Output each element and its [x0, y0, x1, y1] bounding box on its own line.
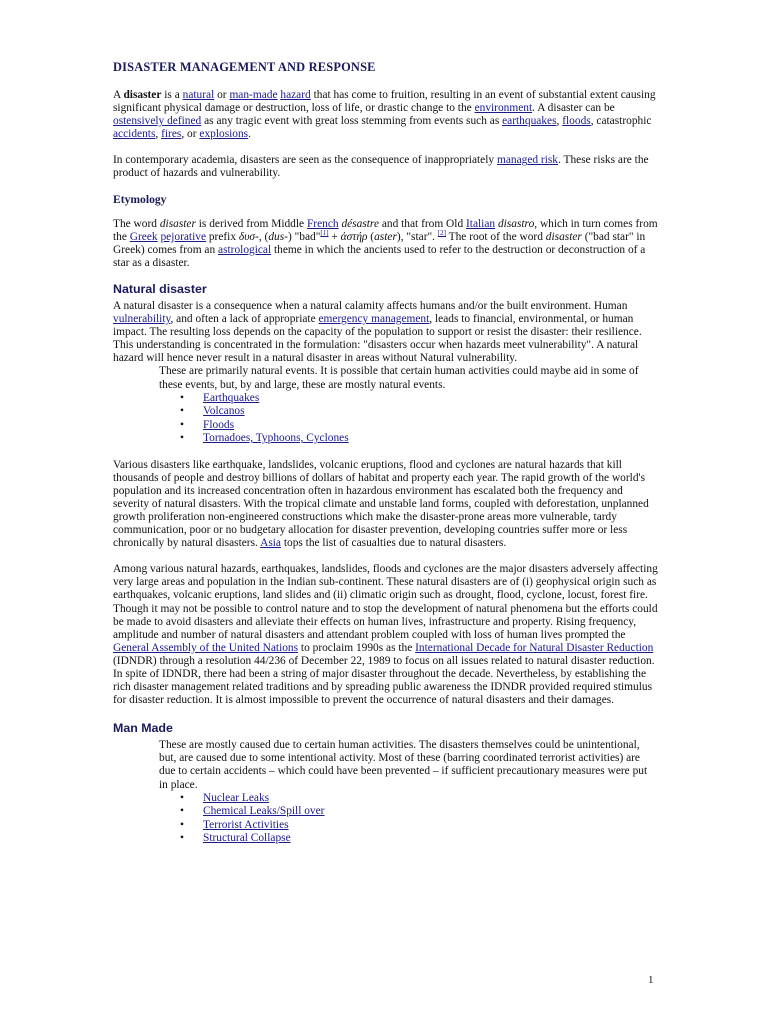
text: Among various natural hazards, earthquakes, landslides, floods and cyclones are the major disasters adversely affecting very large areas and population in the Indian sub-continent. These natural disasters are of (i) geophysical origin such as earthquakes, volcanic eruptions, land slides and (ii) climatic origin such as drought, flood, cyclone, locust, forest fire. Though it may not be possible to control nature and to stop the development of natural phenomena but the efforts could be made to avoid disasters and alleviate their effects on human lives, infrastructure and property. Rising frequency, amplitude and number of natural disasters and attendant problem coupled with loss of human lives prompted the	[113, 563, 658, 641]
text: A natural disaster is a consequence when a natural calamity affects humans and/or the built environment. Human	[113, 299, 628, 312]
link-ostensively-defined[interactable]: ostensively defined	[113, 115, 202, 128]
heading-natural-disaster: Natural disaster	[113, 281, 207, 296]
link-pejorative[interactable]: pejorative	[160, 230, 206, 243]
text: , which in turn comes from the	[113, 217, 658, 243]
bullet-icon: •	[180, 791, 184, 804]
text: (	[367, 230, 375, 243]
text: tops the list of casualties due to natural disasters.	[280, 537, 507, 550]
link-list-volcanos[interactable]: Volcanos	[203, 405, 245, 418]
text: as any tragic event with great loss stemming from events such as	[201, 115, 503, 128]
link-italian[interactable]: Italian	[466, 217, 496, 230]
term: disastro	[497, 217, 535, 230]
link-environment[interactable]: environment	[474, 102, 533, 115]
link-terrorist-activities[interactable]: Terrorist Activities	[203, 818, 289, 831]
link-un-general-assembly[interactable]: General Assembly of the United Nations	[113, 641, 299, 654]
page-title: DISASTER MANAGEMENT AND RESPONSE	[113, 60, 376, 74]
link-nuclear-leaks[interactable]: Nuclear Leaks	[203, 791, 270, 804]
text: .	[248, 128, 251, 141]
various-paragraph	[113, 459, 658, 551]
term: disaster	[545, 230, 582, 243]
text: The root of the word	[446, 230, 546, 243]
term: ἀστήρ	[340, 230, 368, 243]
natural-disaster-list	[180, 392, 658, 446]
bullet-icon: •	[180, 832, 184, 845]
list-item	[180, 392, 658, 406]
text: theme in which the ancients used to refer to the destruction or deconstruction of a star as a disaster.	[113, 243, 646, 269]
bullet-icon: •	[180, 818, 184, 831]
text: The word	[113, 217, 160, 230]
text: +	[328, 230, 341, 243]
text: ), "star".	[396, 230, 438, 243]
spacer	[113, 550, 658, 563]
text: , or	[181, 128, 200, 141]
link-hazard[interactable]: hazard	[280, 89, 311, 101]
text: and that from Old	[379, 217, 466, 230]
text: , leads to financial, environmental, or human impact. The resulting loss depends on the capacity of the population to support or resist the disaster: their resilience. This understanding is concentrated in the formulation: "disasters occur when hazards meet vulnerability". A natural hazard will hence never result in a natural disaster in areas without Natural vulnerability.	[113, 313, 642, 365]
text: A	[113, 89, 124, 101]
link-chemical-leaks[interactable]: Chemical Leaks/Spill over	[203, 805, 325, 818]
link-list-tornadoes[interactable]: Tornadoes, Typhoons, Cyclones	[203, 432, 349, 445]
text: . These risks are the product of hazards and vulnerability.	[113, 154, 649, 180]
text: In contemporary academia, disasters are seen as the consequence of inappropriately	[113, 154, 497, 167]
link-greek[interactable]: Greek	[129, 230, 158, 243]
heading-man-made: Man Made	[113, 721, 173, 736]
footnote-2-link[interactable]: [2]	[437, 228, 447, 237]
link-structural-collapse[interactable]: Structural Collapse	[203, 832, 291, 845]
among-paragraph	[113, 563, 658, 707]
text: or	[214, 89, 230, 101]
list-item	[180, 805, 658, 819]
link-list-floods[interactable]: Floods	[203, 418, 235, 431]
bullet-icon: •	[180, 418, 184, 431]
text: , catastrophic	[590, 115, 652, 128]
text: , (	[258, 230, 269, 243]
list-item	[180, 432, 658, 446]
man-made-list	[180, 792, 658, 846]
text: is derived from Middle	[195, 217, 307, 230]
text: (IDNDR) through a resolution 44/236 of December 22, 1989 to focus on all issues related to natural disaster reduction. In spite of IDNDR, there had been a string of major disaster throughout the decade. Nevertheless, by establishing the rich disaster management related traditions and by spreading public awareness the IDNDR provided required stimulus for disaster reduction. It is almost impossible to prevent the occurrence of natural disasters and their damages.	[113, 654, 655, 707]
text: ,	[556, 115, 563, 128]
list-item	[180, 405, 658, 419]
link-list-earthquakes[interactable]: Earthquakes	[203, 391, 260, 404]
footnote-1-link[interactable]: [1]	[320, 228, 329, 237]
link-fires[interactable]: fires	[161, 128, 182, 141]
term: δυσ-	[238, 230, 259, 243]
link-emergency-management[interactable]: emergency management	[318, 313, 430, 326]
etymology-paragraph	[113, 218, 658, 270]
text: . A disaster can be	[532, 102, 615, 115]
text: Various disasters like earthquake, landslides, volcanic eruptions, flood and cyclones are natural hazards that kill thousands of people and destroy billions of dollars of habitat and property each year. The rapid growth of the world's population and its increased concentration often in hazardous environment has escalated both the frequency and severity of natural disasters. With the tropical climate and unstable land forms, coupled with deforestation, unplanned growth proliferation non-engineered constructions which make the disaster-prone areas more vulnerable, tardy communication, poor or no budgetary allocation for disaster prevention, developing countries suffer more or less chronically by natural disasters.	[113, 458, 649, 550]
link-explosions[interactable]: explosions	[199, 128, 249, 141]
man-made-intro: These are mostly caused due to certain human activities. The disasters themselves could be unintentional, but, are caused due to some intentional activity. Most of these (barring coordinated terrorist activities) are due to certain accidents – which could have been prevented – if sufficient precautionary measures were put in place.	[159, 739, 648, 791]
natural-paragraph	[113, 300, 658, 365]
intro-paragraph	[113, 89, 658, 141]
text: is a	[161, 89, 183, 101]
term: disaster	[159, 217, 196, 230]
bullet-icon: •	[180, 405, 184, 418]
link-earthquakes[interactable]: earthquakes	[502, 115, 557, 128]
text: , and often a lack of appropriate	[170, 313, 319, 326]
spacer	[113, 141, 658, 154]
list-item	[180, 419, 658, 433]
link-managed-risk[interactable]: managed risk	[496, 154, 558, 167]
link-floods[interactable]: floods	[562, 115, 591, 128]
document-page	[113, 56, 658, 846]
contemporary-paragraph	[113, 154, 658, 180]
bullet-icon: •	[180, 805, 184, 818]
page-number: 1	[648, 974, 654, 986]
link-astrological[interactable]: astrological	[218, 243, 272, 256]
link-vulnerability[interactable]: vulnerability	[113, 313, 171, 326]
natural-events-intro: These are primarily natural events. It is possible that certain human activities could maybe aid in some of these events, but, by and large, these are mostly natural events.	[159, 365, 639, 391]
list-item	[180, 832, 658, 846]
term: aster	[374, 230, 397, 243]
heading-etymology: Etymology	[113, 192, 167, 206]
term-disaster: disaster	[123, 89, 162, 101]
list-item	[180, 819, 658, 833]
text: prefix	[206, 230, 239, 243]
bullet-icon: •	[180, 391, 184, 404]
link-asia[interactable]: Asia	[260, 537, 281, 550]
term: dus-	[268, 230, 288, 243]
link-accidents[interactable]: accidents	[113, 128, 156, 141]
list-item	[180, 792, 658, 806]
text: ) "bad"	[287, 230, 321, 243]
link-man-made[interactable]: man-made	[229, 89, 278, 101]
text: that has come to fruition, resulting in an event of substantial extent causing significant physical damage or destruction, loss of life, or drastic change to the	[113, 89, 656, 115]
term: désastre	[341, 217, 379, 230]
text: to proclaim 1990s as the	[298, 641, 416, 654]
link-french[interactable]: French	[306, 217, 339, 230]
text: ,	[155, 128, 162, 141]
link-natural[interactable]: natural	[182, 89, 215, 101]
bullet-icon: •	[180, 432, 184, 445]
link-idndr[interactable]: International Decade for Natural Disaster Reduction	[415, 641, 654, 654]
text: ("bad star" in Greek) comes from an	[113, 230, 646, 256]
spacer	[113, 446, 658, 459]
